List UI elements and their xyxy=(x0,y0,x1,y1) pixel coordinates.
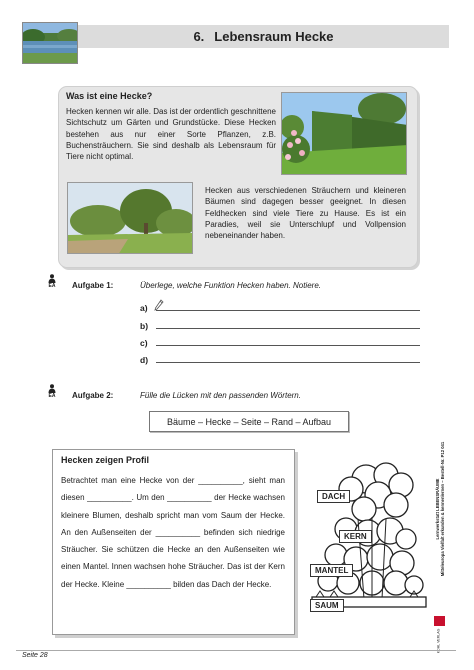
footer-divider xyxy=(16,650,456,651)
diagram-label-mantel: MANTEL xyxy=(310,564,353,577)
pencil-icon xyxy=(154,299,164,311)
answer-line[interactable] xyxy=(156,353,420,363)
task1-label: Aufgabe 1: xyxy=(72,281,114,290)
info-paragraph-1: Hecken kennen wir alle. Das ist der ordentlich geschnittene Sichtschutz um Gärten und Grundstücke. Diese Hecken bestehen aus nur einer Sorte Pflanzen, z.B. Buchensträuchern. Sie sind deshalb als Lebensraum für Tiere nicht optimal. xyxy=(66,107,276,162)
page-title-bar xyxy=(78,25,449,48)
publisher-name: KOHL VERLAG xyxy=(436,628,441,654)
answer-line-a[interactable] xyxy=(140,301,420,313)
chapter-number: 6. xyxy=(193,29,205,44)
answer-line-b[interactable] xyxy=(140,319,420,331)
ea-label: EA xyxy=(48,393,56,399)
ea-label: EA xyxy=(48,283,56,289)
side-publisher-text xyxy=(433,404,446,614)
answer-letter: a) xyxy=(140,303,148,313)
field-hedge-photo xyxy=(67,182,193,254)
side-text-line-1: Lernwerkstatt LEBENSRÄUME xyxy=(434,478,440,540)
diagram-label-kern: KERN xyxy=(339,530,372,543)
word-box: Bäume – Hecke – Seite – Rand – Aufbau xyxy=(149,411,349,432)
single-work-icon xyxy=(45,384,59,399)
profile-cloze-text: Betrachtet man eine Hecke von der __________, sieht man diesen __________. Um den __________ der Hecke wachsen kleinere Blumen, deshalb spricht man vom Saum der Hecke. An den Außenseiten der __________ befinden sich niedrige Sträucher. Sie schützen die Hecke an den Außenseiten wie einen Mantel. Innen wachsen hohe Sträucher. Das ist der Kern der Hecke. Kleine __________ bilden das Dach der Hecke. xyxy=(61,476,285,589)
person-icon xyxy=(48,384,56,393)
task1-instruction: Überlege, welche Funktion Hecken haben. Notiere. xyxy=(140,281,321,290)
page-number: Seite 28 xyxy=(22,652,48,659)
task2-label: Aufgabe 2: xyxy=(72,391,114,400)
hedge-photo xyxy=(281,92,407,175)
answer-line-c[interactable] xyxy=(140,336,420,348)
answer-line[interactable] xyxy=(156,301,420,311)
answer-line[interactable] xyxy=(156,336,420,346)
answer-letter: d) xyxy=(140,355,149,365)
info-title: Was ist eine Hecke? xyxy=(66,91,153,101)
page-title: Lebensraum Hecke xyxy=(214,29,334,44)
info-paragraph-2: Hecken aus verschiedenen Sträuchern und kleineren Bäumen sind dagegen besser geeignet. In diesen Feldhecken sind viele Tiere zu Hause. Es ist ein Paradies, weil sie Unterschlupf und Vollpension nebeneinander haben. xyxy=(205,186,406,241)
answer-line[interactable] xyxy=(156,319,420,329)
diagram-label-saum: SAUM xyxy=(310,599,344,612)
task2-instruction: Fülle die Lücken mit den passenden Wörtern. xyxy=(140,391,301,400)
answer-line-d[interactable] xyxy=(140,353,420,365)
profile-title: Hecken zeigen Profil xyxy=(61,455,150,465)
header-lake-photo xyxy=(22,22,78,64)
person-icon xyxy=(48,274,56,283)
diagram-label-dach: DACH xyxy=(317,490,350,503)
answer-letter: b) xyxy=(140,321,149,331)
side-text-line-2: Mitteleuropa Vielfalt erkunden & kennenlernen – Bestell-Nr. P12 041 xyxy=(439,441,445,577)
single-work-icon xyxy=(45,274,59,289)
answer-letter: c) xyxy=(140,338,148,348)
